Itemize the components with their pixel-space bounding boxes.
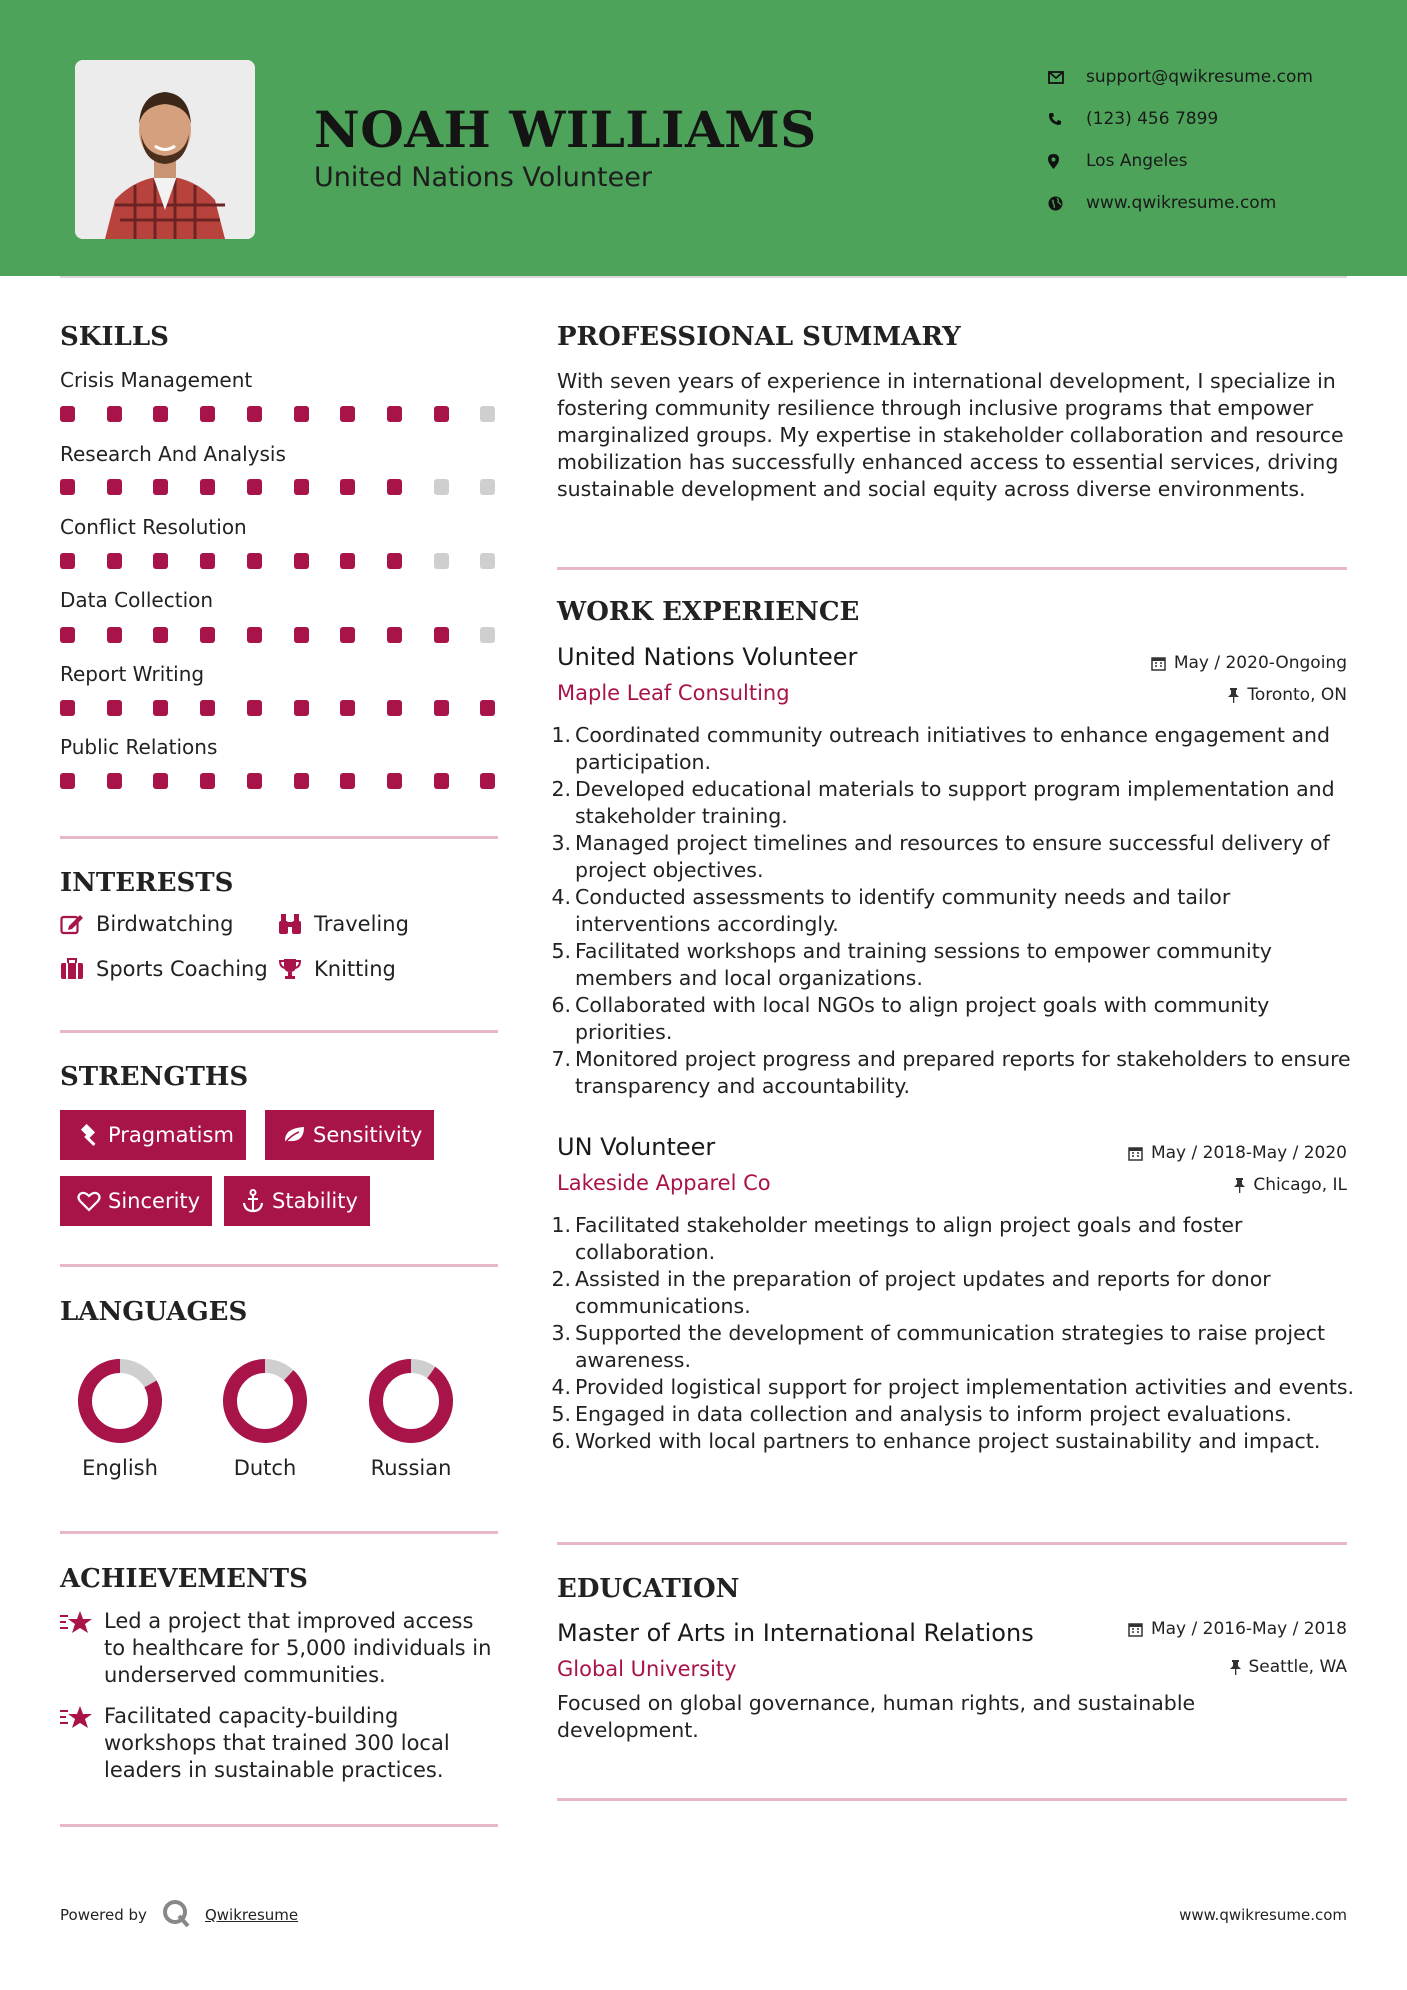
skill-name: Data Collection xyxy=(60,588,214,612)
responsibility-item: 3. Supported the development of communication strategies to raise project awareness. xyxy=(551,1321,1326,1372)
skill-dot xyxy=(294,627,309,643)
strength-badge xyxy=(60,1110,246,1160)
header-divider xyxy=(60,276,1347,278)
strengths-title: STRENGTHS xyxy=(60,1062,249,1092)
skill-dot xyxy=(434,773,449,789)
skill-dot xyxy=(60,627,75,643)
responsibility-item: 2. Assisted in the preparation of project updates and reports for donor communications. xyxy=(551,1267,1271,1318)
phone-icon xyxy=(1048,112,1086,126)
strength-badge xyxy=(224,1176,370,1226)
skill-dot xyxy=(107,773,122,789)
job-location xyxy=(1228,685,1347,705)
skill-dot xyxy=(340,773,355,789)
interest-label: Birdwatching xyxy=(96,912,234,936)
resume-header xyxy=(0,0,1407,276)
strength-label: Sensitivity xyxy=(313,1123,423,1147)
section-divider xyxy=(60,1531,498,1534)
skill-dot xyxy=(60,773,75,789)
skill-name: Research And Analysis xyxy=(60,442,286,466)
language-name: Dutch xyxy=(233,1456,297,1480)
language-item xyxy=(200,1356,330,1480)
footer-website[interactable]: www.qwikresume.com xyxy=(1179,1906,1347,1924)
education-title: EDUCATION xyxy=(557,1574,740,1604)
interest-item xyxy=(278,912,409,936)
strength-badge xyxy=(60,1176,212,1226)
responsibility-item: 3. Managed project timelines and resources to ensure successful delivery of project objectives. xyxy=(551,831,1330,882)
skill-dot xyxy=(153,773,168,789)
skill-dot xyxy=(340,700,355,716)
anchor-icon xyxy=(234,1189,272,1213)
responsibility-text: Engaged in data collection and analysis to inform project evaluations. xyxy=(575,1402,1292,1426)
job-date xyxy=(1128,1143,1347,1163)
section-divider xyxy=(60,836,498,839)
language-ring xyxy=(366,1356,456,1446)
gavel-icon xyxy=(70,1124,108,1146)
strength-label: Stability xyxy=(272,1189,358,1213)
achievement-item xyxy=(60,1608,500,1689)
star-icon xyxy=(60,1703,104,1784)
skill-dot xyxy=(387,773,402,789)
responsibility-item: 2. Developed educational materials to support program implementation and stakeholder training. xyxy=(551,777,1335,828)
skill-dot xyxy=(107,627,122,643)
skill-dot xyxy=(480,553,495,569)
skill-dot xyxy=(480,479,495,495)
responsibility-item: 5. Facilitated workshops and training sessions to empower community members and local organizations. xyxy=(551,939,1272,990)
skill-dot xyxy=(340,627,355,643)
education-description: Focused on global governance, human rights, and sustainable development. xyxy=(557,1691,1196,1742)
skill-dot xyxy=(153,406,168,422)
job-location-text: Toronto, ON xyxy=(1247,685,1347,705)
envelope-icon xyxy=(1048,71,1086,84)
job-responsibilities xyxy=(551,1212,1365,1455)
responsibility-text: Coordinated community outreach initiatives to enhance engagement and participation. xyxy=(575,723,1331,774)
pushpin-icon xyxy=(1234,1178,1245,1193)
skill-dot xyxy=(480,406,495,422)
languages-title: LANGUAGES xyxy=(60,1297,248,1327)
strength-label: Pragmatism xyxy=(108,1123,234,1147)
globe-icon xyxy=(1048,196,1086,211)
skills-title: SKILLS xyxy=(60,322,169,352)
skill-dot xyxy=(434,627,449,643)
skill-dot xyxy=(294,479,309,495)
job-title: United Nations Volunteer xyxy=(557,643,858,671)
contact-email-text: support@qwikresume.com xyxy=(1086,67,1313,87)
skill-name: Report Writing xyxy=(60,662,205,686)
calendar-icon xyxy=(1151,656,1166,671)
responsibility-item: 5. Engaged in data collection and analysis to inform project evaluations. xyxy=(551,1402,1292,1426)
skill-dot xyxy=(434,479,449,495)
language-name: Russian xyxy=(370,1456,452,1480)
interest-item xyxy=(60,957,268,981)
responsibility-item: 4. Conducted assessments to identify community needs and tailor interventions accordingly. xyxy=(551,885,1231,936)
skill-rating xyxy=(60,406,498,422)
experience-title: WORK EXPERIENCE xyxy=(557,597,860,627)
binoculars-icon xyxy=(278,913,314,935)
briefcase-icon xyxy=(60,958,96,980)
skill-dot xyxy=(200,700,215,716)
skill-dot xyxy=(340,406,355,422)
skill-dot xyxy=(247,553,262,569)
job-date xyxy=(1151,653,1347,673)
section-divider xyxy=(60,1824,498,1827)
contact-phone[interactable] xyxy=(1048,98,1313,140)
contact-location xyxy=(1048,140,1313,182)
interest-label: Knitting xyxy=(314,957,396,981)
skill-dot xyxy=(153,700,168,716)
pencil-square-icon xyxy=(60,913,96,935)
education-date-text: May / 2016-May / 2018 xyxy=(1150,1619,1347,1639)
contact-website[interactable] xyxy=(1048,182,1313,224)
skill-dot xyxy=(294,406,309,422)
interest-item xyxy=(278,957,396,981)
skill-dot xyxy=(434,700,449,716)
achievement-item xyxy=(60,1703,500,1784)
skill-dot xyxy=(200,553,215,569)
education-date xyxy=(1128,1619,1347,1639)
skill-dot xyxy=(60,479,75,495)
strength-label: Sincerity xyxy=(108,1189,201,1213)
skill-dot xyxy=(247,627,262,643)
section-divider xyxy=(60,1030,498,1033)
summary-text: With seven years of experience in international development, I specialize in fostering community resilience through inclusive programs that empower marginalized groups. My expertise in stakeholder collaboration and resource mobilization has successfully enhanced access to essential services, driving sustainable development and social equity across diverse environments. xyxy=(557,369,1344,501)
language-ring xyxy=(75,1356,165,1446)
responsibility-text: Monitored project progress and prepared reports for stakeholders to ensure transparency and accountability. xyxy=(575,1047,1351,1098)
job-location-text: Chicago, IL xyxy=(1253,1175,1347,1195)
skill-dot xyxy=(387,406,402,422)
skill-dot xyxy=(107,479,122,495)
skill-dot xyxy=(294,773,309,789)
leaf-icon xyxy=(275,1125,313,1145)
heart-icon xyxy=(70,1191,108,1212)
achievement-text: Led a project that improved access to healthcare for 5,000 individuals in underserved communities. xyxy=(104,1609,492,1687)
education-school: Global University xyxy=(557,1657,737,1681)
skill-dot xyxy=(153,479,168,495)
strength-badge xyxy=(265,1110,434,1160)
powered-by-text: Powered by xyxy=(60,1906,147,1924)
language-ring xyxy=(220,1356,310,1446)
section-divider xyxy=(557,567,1347,570)
trophy-icon xyxy=(278,958,314,980)
job-date-text: May / 2018-May / 2020 xyxy=(1150,1143,1347,1163)
section-divider xyxy=(557,1798,1347,1801)
skill-name: Public Relations xyxy=(60,735,218,759)
responsibility-text: Facilitated stakeholder meetings to align project goals and foster collaboration. xyxy=(575,1213,1243,1264)
responsibility-text: Conducted assessments to identify community needs and tailor interventions accordingly. xyxy=(575,885,1231,936)
skill-rating xyxy=(60,700,498,716)
pushpin-icon xyxy=(1230,1660,1241,1675)
skill-dot xyxy=(247,479,262,495)
skill-dot xyxy=(340,553,355,569)
skill-dot xyxy=(294,553,309,569)
skill-dot xyxy=(60,700,75,716)
responsibility-text: Managed project timelines and resources to ensure successful delivery of project objectives. xyxy=(575,831,1330,882)
skill-dot xyxy=(153,553,168,569)
skill-dot xyxy=(60,553,75,569)
pushpin-icon xyxy=(1228,688,1239,703)
responsibility-text: Developed educational materials to support program implementation and stakeholder training. xyxy=(575,777,1335,828)
job-company: Lakeside Apparel Co xyxy=(557,1171,771,1195)
achievement-text: Facilitated capacity-building workshops that trained 300 local leaders in sustainable practices. xyxy=(104,1704,450,1782)
skill-rating xyxy=(60,553,498,569)
interest-label: Sports Coaching xyxy=(96,957,268,981)
job-location xyxy=(1234,1175,1347,1195)
responsibility-text: Worked with local partners to enhance project sustainability and impact. xyxy=(575,1429,1321,1453)
section-divider xyxy=(60,1264,498,1267)
powered-by xyxy=(60,1898,298,1932)
responsibility-text: Provided logistical support for project implementation activities and events. xyxy=(575,1375,1355,1399)
responsibility-item: 4. Provided logistical support for project implementation activities and events. xyxy=(551,1375,1355,1399)
skill-dot xyxy=(200,773,215,789)
skill-dot xyxy=(434,406,449,422)
skill-dot xyxy=(480,700,495,716)
contact-phone-text: (123) 456 7899 xyxy=(1086,109,1219,129)
contact-location-text: Los Angeles xyxy=(1086,151,1188,171)
responsibility-item: 6. Worked with local partners to enhance project sustainability and impact. xyxy=(551,1429,1321,1453)
skill-rating xyxy=(60,773,498,789)
skill-dot xyxy=(387,553,402,569)
language-item xyxy=(55,1356,185,1480)
skill-rating xyxy=(60,479,498,495)
profile-photo xyxy=(75,60,255,239)
interests-title: INTERESTS xyxy=(60,868,234,898)
contact-list xyxy=(1048,56,1313,224)
candidate-title: United Nations Volunteer xyxy=(314,162,652,193)
skill-dot xyxy=(107,700,122,716)
language-ring-fill xyxy=(230,1366,300,1436)
responsibility-item: 7. Monitored project progress and prepared reports for stakeholders to ensure transparency and accountability. xyxy=(551,1047,1351,1098)
skill-dot xyxy=(200,406,215,422)
responsibility-item: 6. Collaborated with local NGOs to align project goals with community priorities. xyxy=(551,993,1270,1044)
calendar-icon xyxy=(1128,1146,1143,1161)
skill-dot xyxy=(294,700,309,716)
section-divider xyxy=(557,1542,1347,1545)
interest-item xyxy=(60,912,233,936)
skill-dot xyxy=(340,479,355,495)
skill-rating xyxy=(60,627,498,643)
skill-dot xyxy=(60,406,75,422)
job-responsibilities xyxy=(551,722,1365,1100)
education-location xyxy=(1230,1657,1348,1677)
skill-dot xyxy=(387,479,402,495)
responsibility-item: 1. Coordinated community outreach initiatives to enhance engagement and participation. xyxy=(551,723,1331,774)
responsibility-item: 1. Facilitated stakeholder meetings to align project goals and foster collaboration. xyxy=(551,1213,1243,1264)
skill-dot xyxy=(480,627,495,643)
skill-dot xyxy=(153,627,168,643)
job-company: Maple Leaf Consulting xyxy=(557,681,790,705)
language-item xyxy=(346,1356,476,1480)
candidate-name: NOAH WILLIAMS xyxy=(314,100,817,159)
skill-dot xyxy=(200,627,215,643)
skill-name: Crisis Management xyxy=(60,368,253,392)
summary-title: PROFESSIONAL SUMMARY xyxy=(557,322,961,352)
skill-dot xyxy=(247,700,262,716)
language-ring-fill xyxy=(376,1366,446,1436)
skill-name: Conflict Resolution xyxy=(60,515,247,539)
job-title: UN Volunteer xyxy=(557,1133,716,1161)
responsibility-text: Facilitated workshops and training sessions to empower community members and local organizations. xyxy=(575,939,1272,990)
responsibility-text: Collaborated with local NGOs to align project goals with community priorities. xyxy=(575,993,1270,1044)
map-pin-icon xyxy=(1048,154,1086,169)
skill-dot xyxy=(200,479,215,495)
qwikresume-link[interactable]: Qwikresume xyxy=(204,1906,299,1924)
skill-dot xyxy=(434,553,449,569)
skill-dot xyxy=(107,553,122,569)
skill-dot xyxy=(247,406,262,422)
responsibility-text: Supported the development of communication strategies to raise project awareness. xyxy=(575,1321,1326,1372)
contact-website-text: www.qwikresume.com xyxy=(1086,193,1277,213)
job-date-text: May / 2020-Ongoing xyxy=(1173,653,1347,673)
skill-dot xyxy=(480,773,495,789)
education-location-text: Seattle, WA xyxy=(1248,1657,1347,1677)
qwikresume-logo-icon xyxy=(161,1898,191,1932)
star-icon xyxy=(60,1608,104,1689)
contact-email[interactable] xyxy=(1048,56,1313,98)
skill-dot xyxy=(387,700,402,716)
person-portrait-icon xyxy=(75,60,255,239)
language-name: English xyxy=(82,1456,158,1480)
education-degree: Master of Arts in International Relations xyxy=(557,1619,1034,1647)
responsibility-text: Assisted in the preparation of project updates and reports for donor communications. xyxy=(575,1267,1271,1318)
interest-label: Traveling xyxy=(314,912,409,936)
skill-dot xyxy=(387,627,402,643)
calendar-icon xyxy=(1128,1622,1143,1637)
skill-dot xyxy=(107,406,122,422)
skill-dot xyxy=(247,773,262,789)
achievements-title: ACHIEVEMENTS xyxy=(60,1564,308,1594)
